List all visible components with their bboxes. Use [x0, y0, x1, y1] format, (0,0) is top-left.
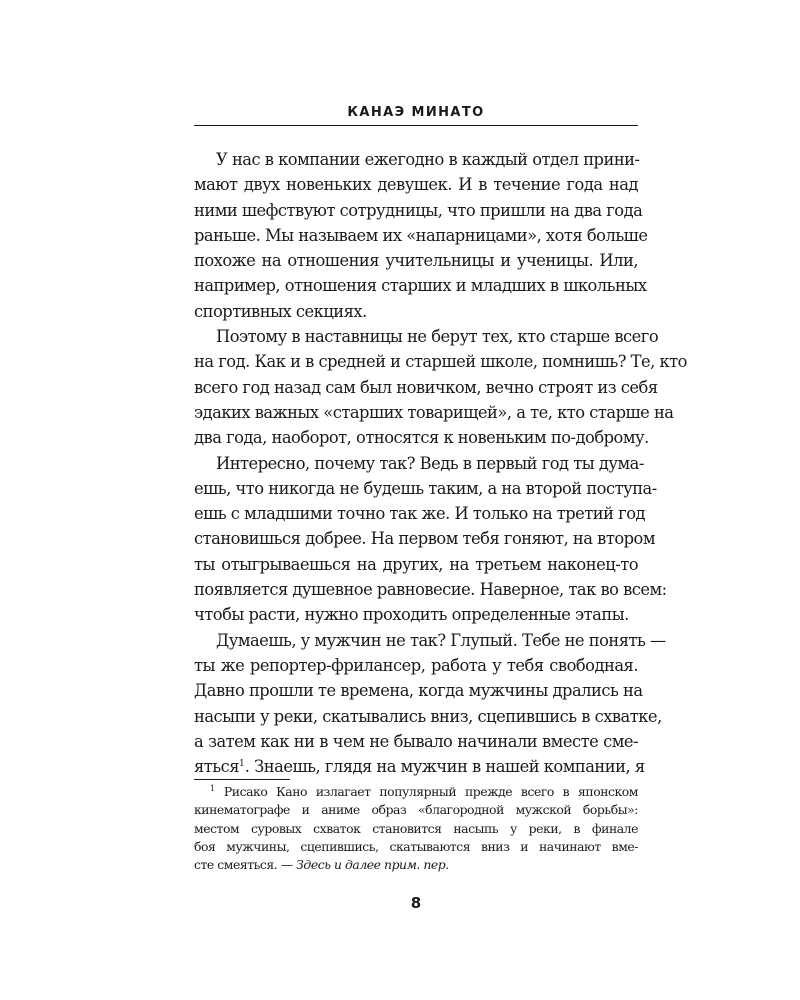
text-line: Давно прошли те времена, когда мужчины дрались на [194, 681, 643, 701]
footnote-line: кинематографе и аниме образ «благородной мужской борьбы»: [194, 802, 638, 818]
text-fragment: яться [194, 757, 240, 777]
footnote-marker: 1 [210, 784, 216, 793]
text-line: ты отыгрываешься на других, на третьем наконец-то [194, 554, 638, 574]
text-line: например, отношения старших и младших в школьных [194, 276, 647, 296]
text-line-with-footnote-ref [194, 754, 645, 779]
text-line: а затем как ни в чем не бывало начинали вместе сме- [194, 731, 638, 751]
text-fragment: Рисако Кано излагает популярный прежде всего в японском [223, 784, 638, 799]
text-line: У нас в компании ежегодно в каждый отдел прини- [216, 150, 640, 169]
text-line: насыпи у реки, скатывались вниз, сцепившись в схватке, [194, 706, 662, 726]
page-number: 8 [410, 894, 422, 912]
text-line: спортивных секциях. [194, 301, 367, 321]
running-title: КАНАЭ МИНАТО [347, 105, 485, 120]
footnote-line: боя мужчины, сцепившись, скатываются вниз и начинают вме- [194, 838, 638, 854]
text-line: похоже на отношения учительницы и ученицы. Или, [194, 251, 638, 271]
footnote-rule [194, 779, 290, 780]
text-line: Интересно, почему так? Ведь в первый год ты дума- [216, 453, 644, 473]
text-line: на год. Как и в средней и старшей школе, помнишь? Те, кто [194, 352, 687, 372]
text-line: ты же репортер-фрилансер, работа у тебя свободная. [194, 655, 638, 675]
text-fragment: сте смеяться. — [194, 857, 297, 873]
text-line: ними шефствуют сотрудницы, что пришли на два года [194, 200, 643, 220]
translator-note: Здесь и далее прим. пер. [296, 857, 449, 873]
text-line: ешь с младшими точно так же. И только на третий год [194, 504, 646, 524]
text-line: ешь, что никогда не будешь таким, а на второй поступа- [194, 478, 657, 498]
footnote-line [194, 856, 638, 874]
footnote-line [194, 783, 638, 801]
text-line: всего год назад сам был новичком, вечно строят из себя [194, 377, 658, 397]
text-line: появляется душевное равновесие. Наверное, так во всем: [194, 580, 667, 600]
text-line: Поэтому в наставницы не берут тех, кто старше всего [216, 327, 659, 347]
main-text [194, 147, 687, 779]
footnote [194, 783, 638, 874]
text-line: раньше. Мы называем их «напарницами», хотя больше [194, 225, 648, 245]
text-line: мают двух новеньких девушек. И в течение года над [194, 175, 638, 195]
footnote-line: местом суровых схваток становится насыпь у реки, в финале [194, 820, 638, 836]
text-line: Думаешь, у мужчин не так? Глупый. Тебе не понять — [216, 630, 666, 650]
text-line: чтобы расти, нужно проходить определенные этапы. [194, 605, 629, 625]
text-fragment: . Знаешь, глядя на мужчин в нашей компании, я [244, 757, 645, 777]
header-rule [194, 125, 638, 126]
text-line: становишься добрее. На первом тебя гоняют, на втором [194, 529, 656, 549]
footnote-reference[interactable]: 1 [239, 759, 245, 770]
text-line: два года, наоборот, относятся к новеньким по-доброму. [194, 428, 649, 448]
text-line: эдаких важных «старших товарищей», а те, кто старше на [194, 402, 674, 422]
